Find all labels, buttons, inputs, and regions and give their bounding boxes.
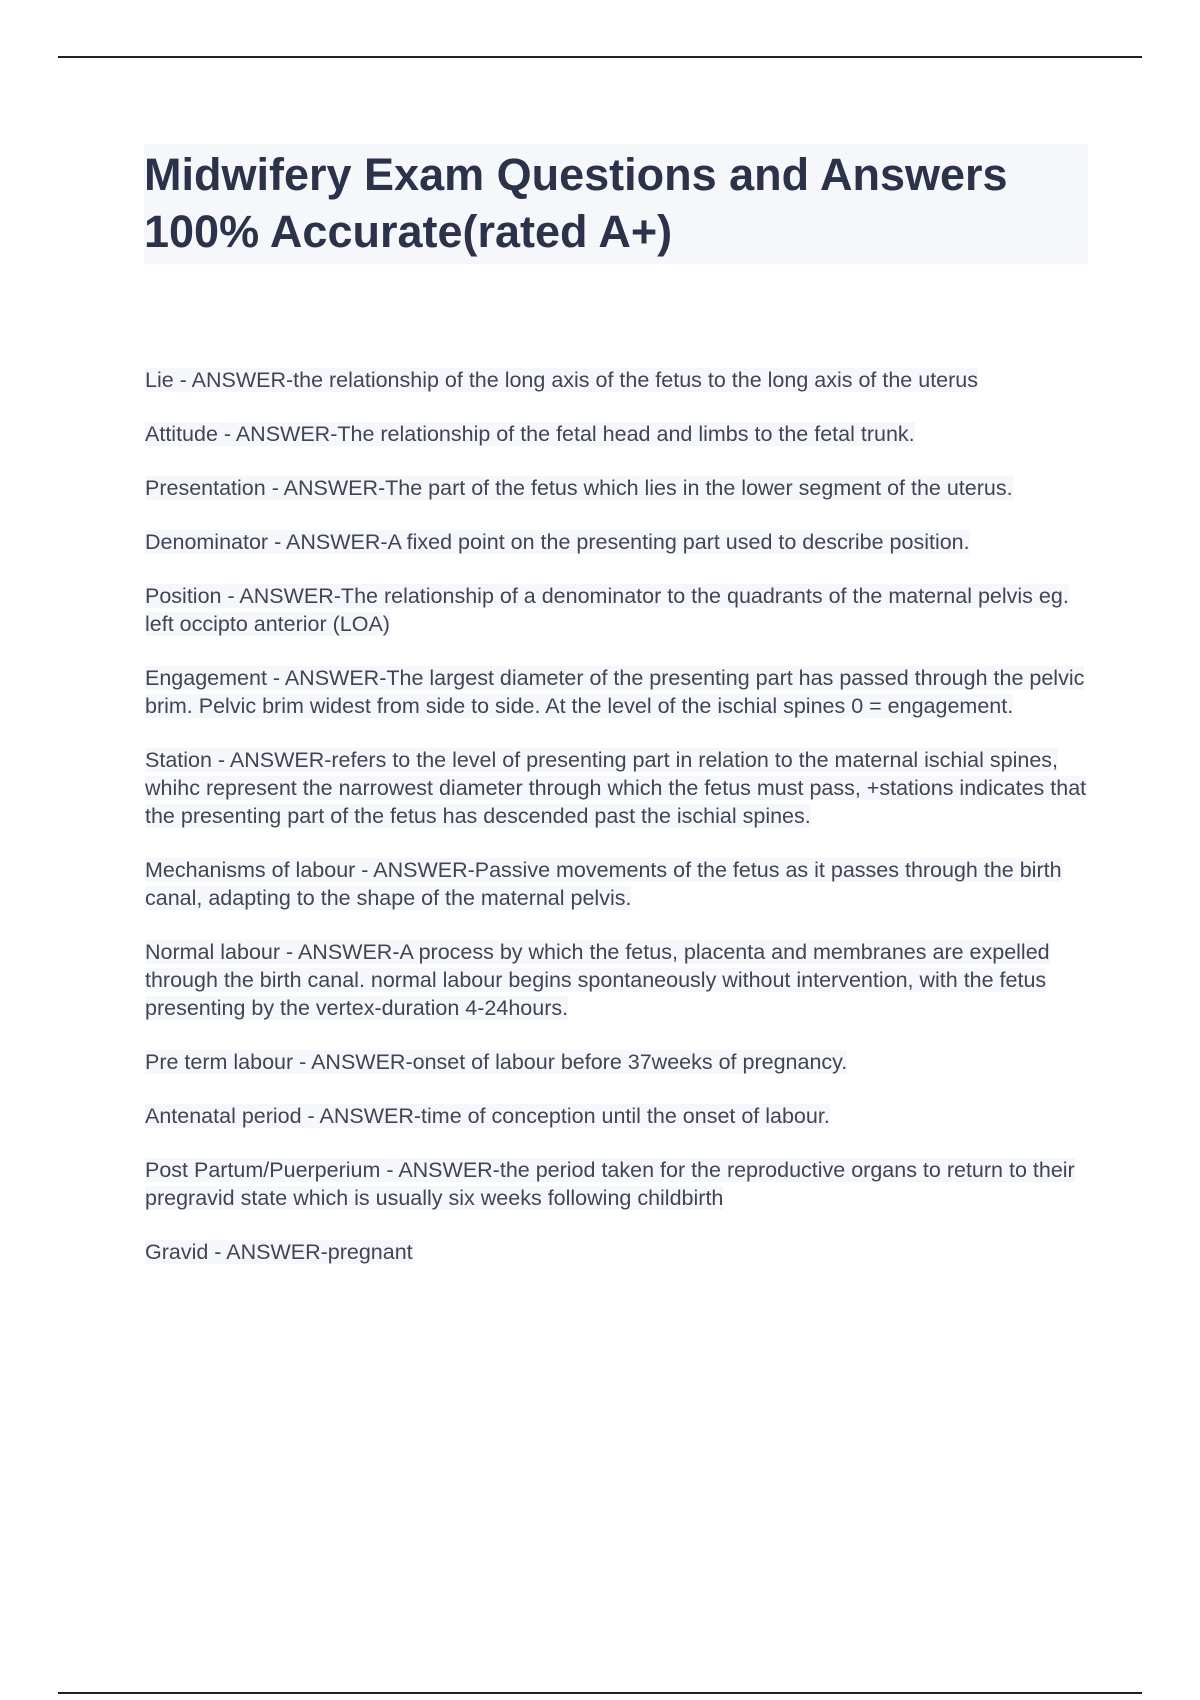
bottom-divider — [58, 1692, 1142, 1694]
qa-entry-station: Station - ANSWER-refers to the level of presenting part in relation to the maternal ischial spines, whihc represent the narrowest diameter through which the fetus must pass, +stations indicates that the presenting part of the fetus has descended past the ischial spines. — [145, 748, 1087, 828]
qa-entry-lie: Lie - ANSWER-the relationship of the long axis of the fetus to the long axis of the uterus — [145, 368, 978, 392]
page-title — [144, 146, 1088, 260]
qa-list — [145, 366, 1090, 1292]
top-divider — [58, 56, 1142, 58]
qa-entry-pre-term-labour: Pre term labour - ANSWER-onset of labour before 37weeks of pregnancy. — [145, 1050, 848, 1074]
page-title-line-1: Midwifery Exam Questions and Answers — [144, 149, 1008, 200]
qa-entry-attitude: Attitude - ANSWER-The relationship of the fetal head and limbs to the fetal trunk. — [145, 422, 915, 446]
qa-entry-antenatal-period: Antenatal period - ANSWER-time of conception until the onset of labour. — [145, 1104, 830, 1128]
qa-entry-denominator: Denominator - ANSWER-A fixed point on the presenting part used to describe position. — [145, 530, 970, 554]
qa-entry-mechanisms-of-labour: Mechanisms of labour - ANSWER-Passive movements of the fetus as it passes through the birth canal, adapting to the shape of the maternal pelvis. — [145, 858, 1062, 910]
title-block — [144, 144, 1088, 264]
qa-entry-normal-labour: Normal labour - ANSWER-A process by which the fetus, placenta and membranes are expelled through the birth canal. normal labour begins spontaneously without intervention, with the fetus presenting by the vertex-duration 4-24hours. — [145, 940, 1050, 1020]
qa-entry-gravid: Gravid - ANSWER-pregnant — [145, 1240, 413, 1264]
qa-entry-position: Position - ANSWER-The relationship of a denominator to the quadrants of the maternal pelvis eg. left occipto anterior (LOA) — [145, 584, 1069, 636]
qa-entry-engagement: Engagement - ANSWER-The largest diameter of the presenting part has passed through the pelvic brim. Pelvic brim widest from side to side. At the level of the ischial spines 0 = engagement. — [145, 666, 1085, 718]
qa-entry-post-partum: Post Partum/Puerperium - ANSWER-the period taken for the reproductive organs to return to their pregravid state which is usually six weeks following childbirth — [145, 1158, 1075, 1210]
page-title-line-2: 100% Accurate(rated A+) — [144, 206, 673, 257]
qa-entry-presentation: Presentation - ANSWER-The part of the fetus which lies in the lower segment of the uterus. — [145, 476, 1013, 500]
